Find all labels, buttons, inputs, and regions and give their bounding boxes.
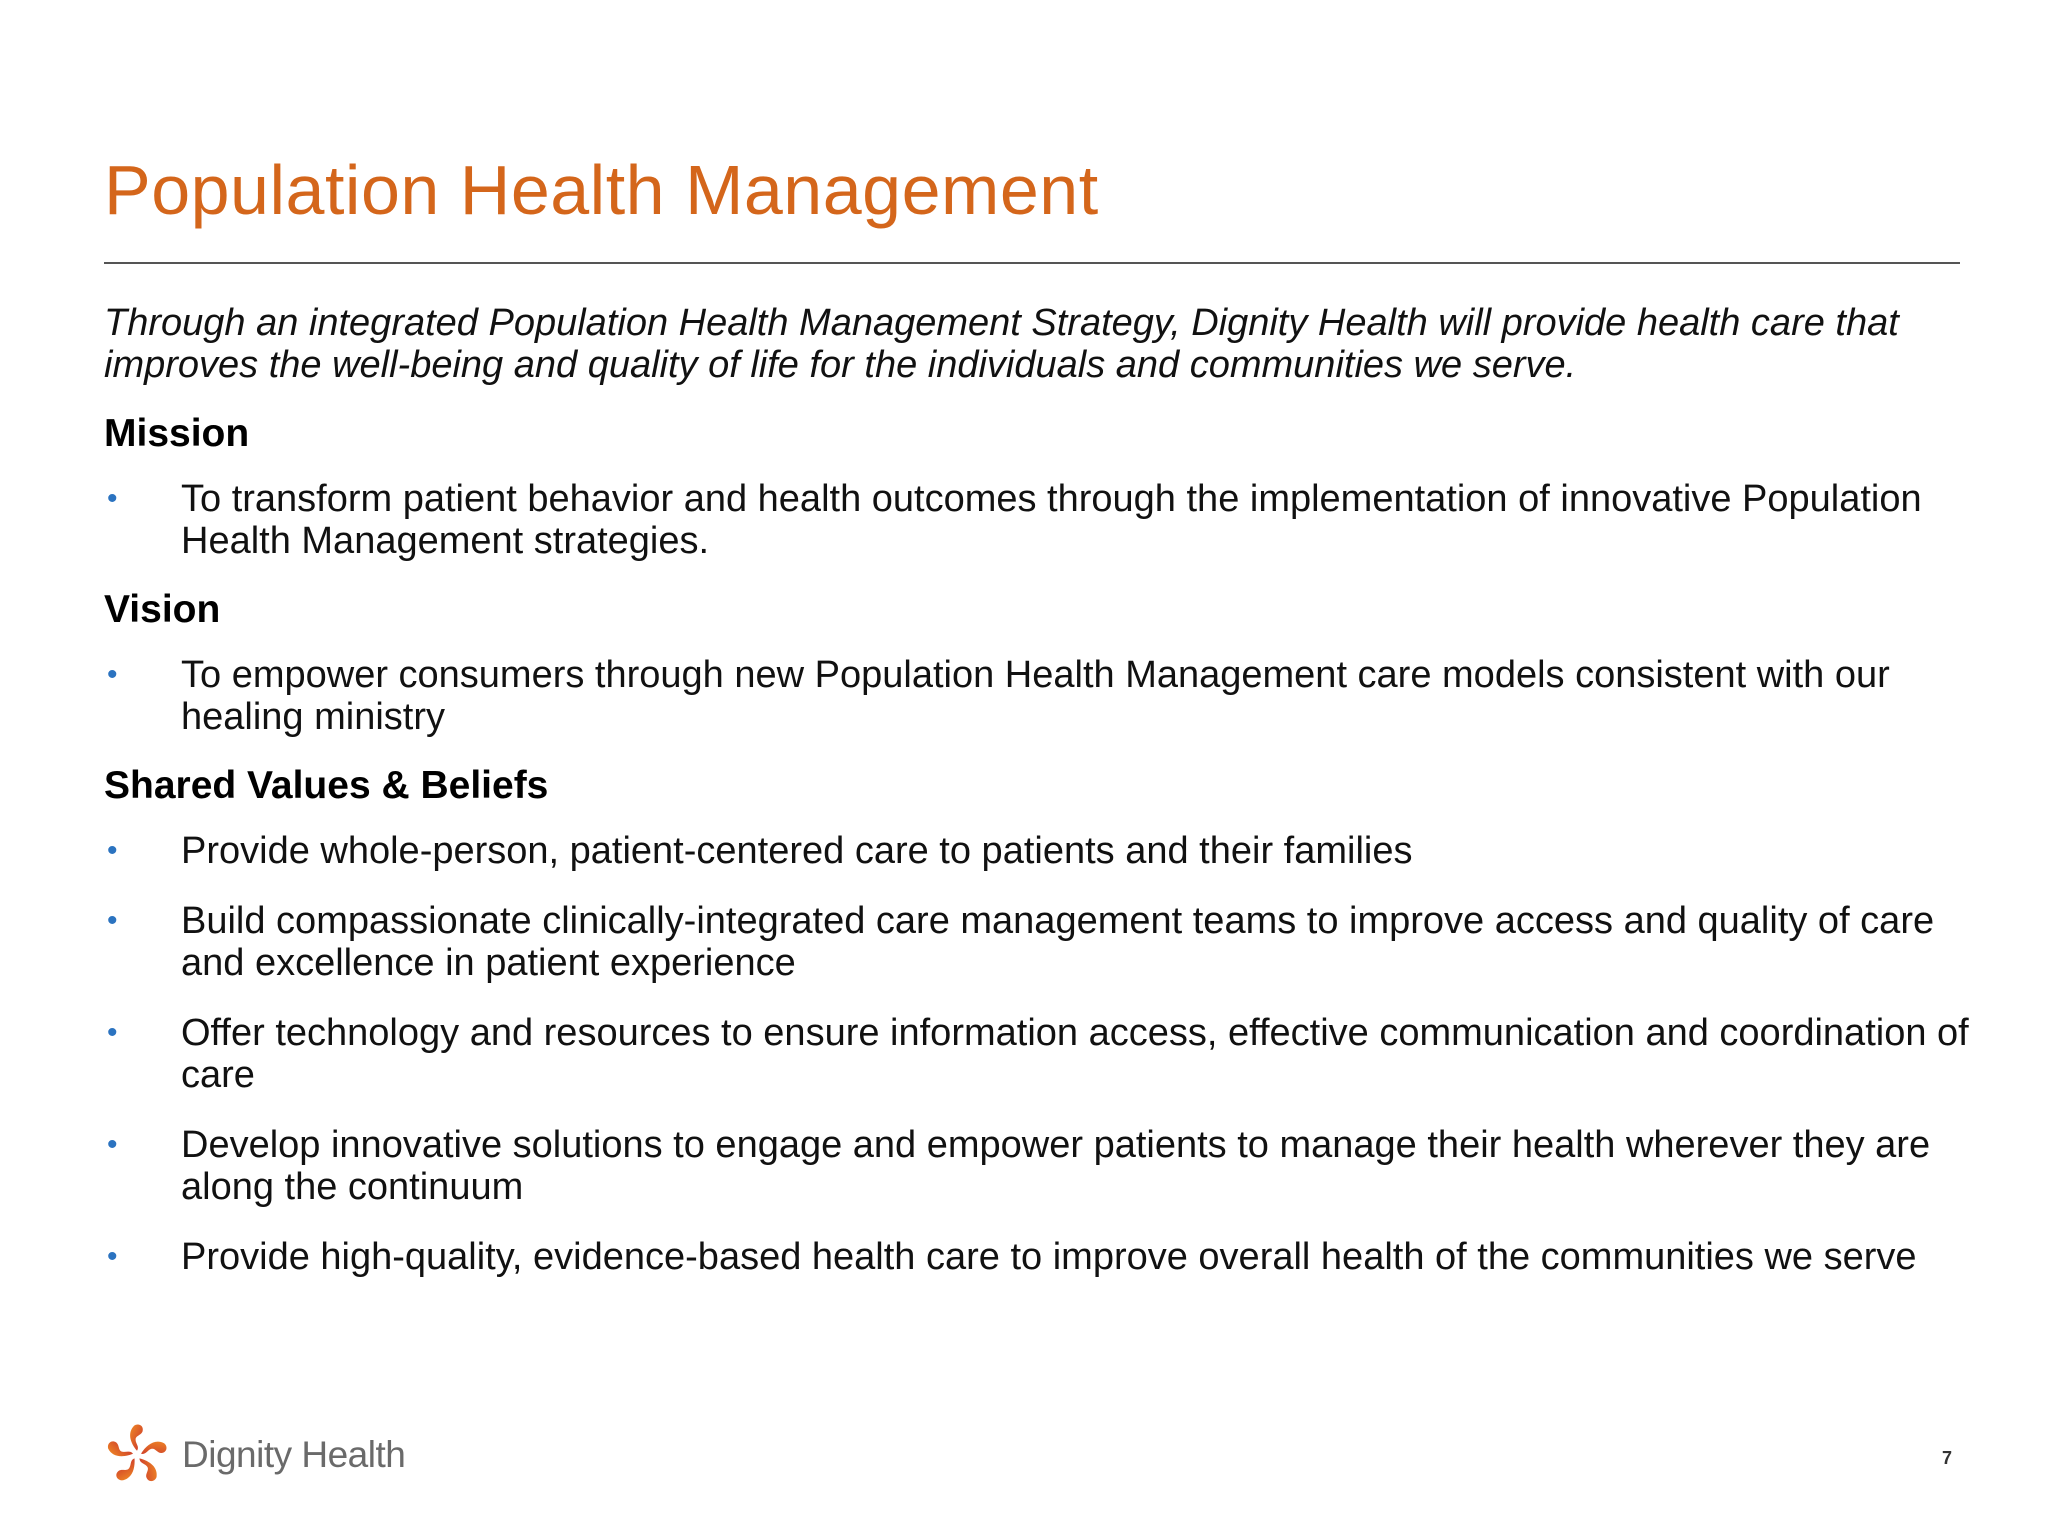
dignity-health-star-icon xyxy=(102,1420,172,1490)
intro-statement: Through an integrated Population Health Management Strategy, Dignity Health will provide health care that improves the well-being and quality of life for the individuals and communities we serve. xyxy=(104,302,1899,386)
title-divider xyxy=(104,262,1960,264)
logo-wordmark: Dignity Health xyxy=(182,1434,406,1475)
bullet-icon: • xyxy=(107,904,118,937)
list-item xyxy=(104,1012,1974,1096)
slide-title: Population Health Management xyxy=(104,151,1099,229)
list-item xyxy=(104,830,1974,872)
bullet-text: Provide whole-person, patient-centered care to patients and their families xyxy=(181,830,1413,872)
bullet-text: Provide high-quality, evidence-based health care to improve overall health of the communities we serve xyxy=(181,1236,1917,1278)
bullet-icon: • xyxy=(107,1016,118,1049)
section-heading-vision: Vision xyxy=(104,588,221,631)
slide-content xyxy=(104,302,1974,1304)
bullet-icon: • xyxy=(107,482,118,515)
mission-bullet-list xyxy=(104,478,1974,562)
list-item xyxy=(104,900,1974,984)
shared-values-bullet-list xyxy=(104,830,1974,1278)
bullet-text: To empower consumers through new Population Health Management care models consistent with our healing ministry xyxy=(181,654,1890,738)
bullet-text: Develop innovative solutions to engage and empower patients to manage their health wherever they are along the continuum xyxy=(181,1124,1931,1208)
bullet-text: Build compassionate clinically-integrated care management teams to improve access and quality of care and excellence in patient experience xyxy=(181,900,1935,984)
bullet-icon: • xyxy=(107,834,118,867)
bullet-icon: • xyxy=(107,658,118,691)
page-number: 7 xyxy=(1942,1448,1953,1468)
bullet-text: To transform patient behavior and health outcomes through the implementation of innovative Population Health Management strategies. xyxy=(181,478,1922,562)
vision-bullet-list xyxy=(104,654,1974,738)
list-item xyxy=(104,478,1974,562)
section-heading-shared-values: Shared Values & Beliefs xyxy=(104,764,549,807)
dignity-health-logo xyxy=(102,1420,405,1490)
list-item xyxy=(104,1236,1974,1278)
bullet-icon: • xyxy=(107,1240,118,1273)
section-heading-mission: Mission xyxy=(104,412,250,455)
list-item xyxy=(104,1124,1974,1208)
bullet-icon: • xyxy=(107,1128,118,1161)
bullet-text: Offer technology and resources to ensure information access, effective communication and coordination of care xyxy=(181,1012,1969,1096)
list-item xyxy=(104,654,1974,738)
